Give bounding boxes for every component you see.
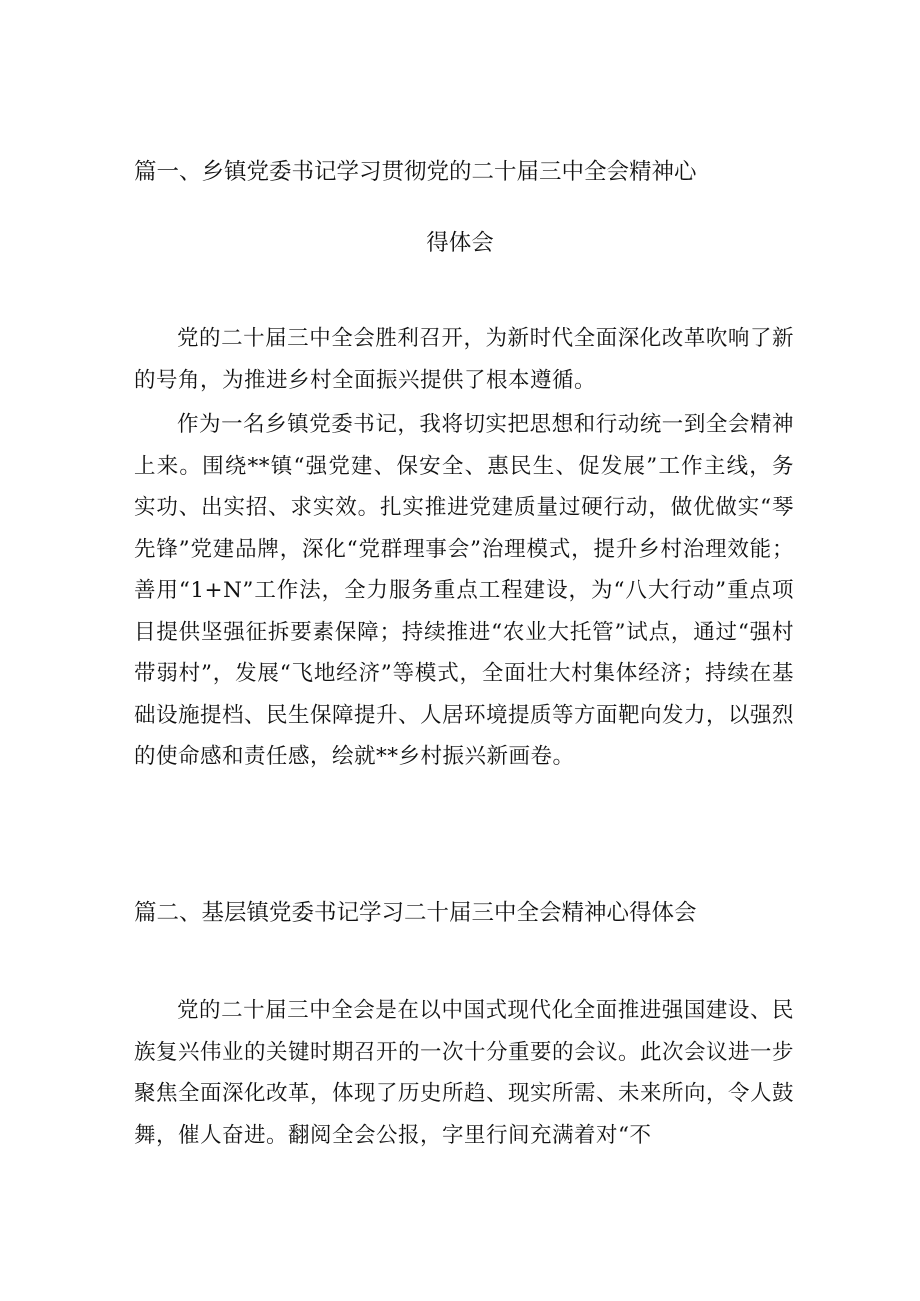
section-2-title-text: 篇二、基层镇党委书记学习二十届三中全会精神心得体会 (134, 900, 697, 926)
section-1-title-line-2: 得体会 (426, 230, 494, 256)
section-1-title-line-1: 篇一、乡镇党委书记学习贯彻党的二十届三中全会精神心 (134, 159, 697, 185)
section-1-paragraph-2: 作为一名乡镇党委书记，我将切实把思想和行动统一到全会精神上来。围绕**镇“强党建、保安全、惠民生、促发展”工作主线，务实功、出实招、求实效。扎实推进党建质量过硬行动，做优做实“琴先锋”党建品牌，深化“党群理事会”治理模式，提升乡村治理效能；善用“1+N”工作法，全力服务重点工程建设，为“八大行动”重点项目提供坚强征拆要素保障；持续推进“农业大托管”试点，通过“强村带弱村”，发展“飞地经济”等模式，全面壮大村集体经济；持续在基础设施提档、民生保障提升、人居环境提质等方面靶向发力，以强烈的使命感和责任感，绘就**乡村振兴新画卷。 (134, 412, 795, 769)
section-1-paragraph-1: 党的二十届三中全会胜利召开，为新时代全面深化改革吹响了新的号角，为推进乡村全面振兴提供了根本遵循。 (134, 326, 794, 393)
section-2-paragraph-1: 党的二十届三中全会是在以中国式现代化全面推进强国建设、民族复兴伟业的关键时期召开的一次十分重要的会议。此次会议进一步聚焦全面深化改革，体现了历史所趋、现实所需、未来所向，令人鼓舞，催人奋进。翻阅全会公报，字里行间充满着对“不 (134, 998, 795, 1148)
